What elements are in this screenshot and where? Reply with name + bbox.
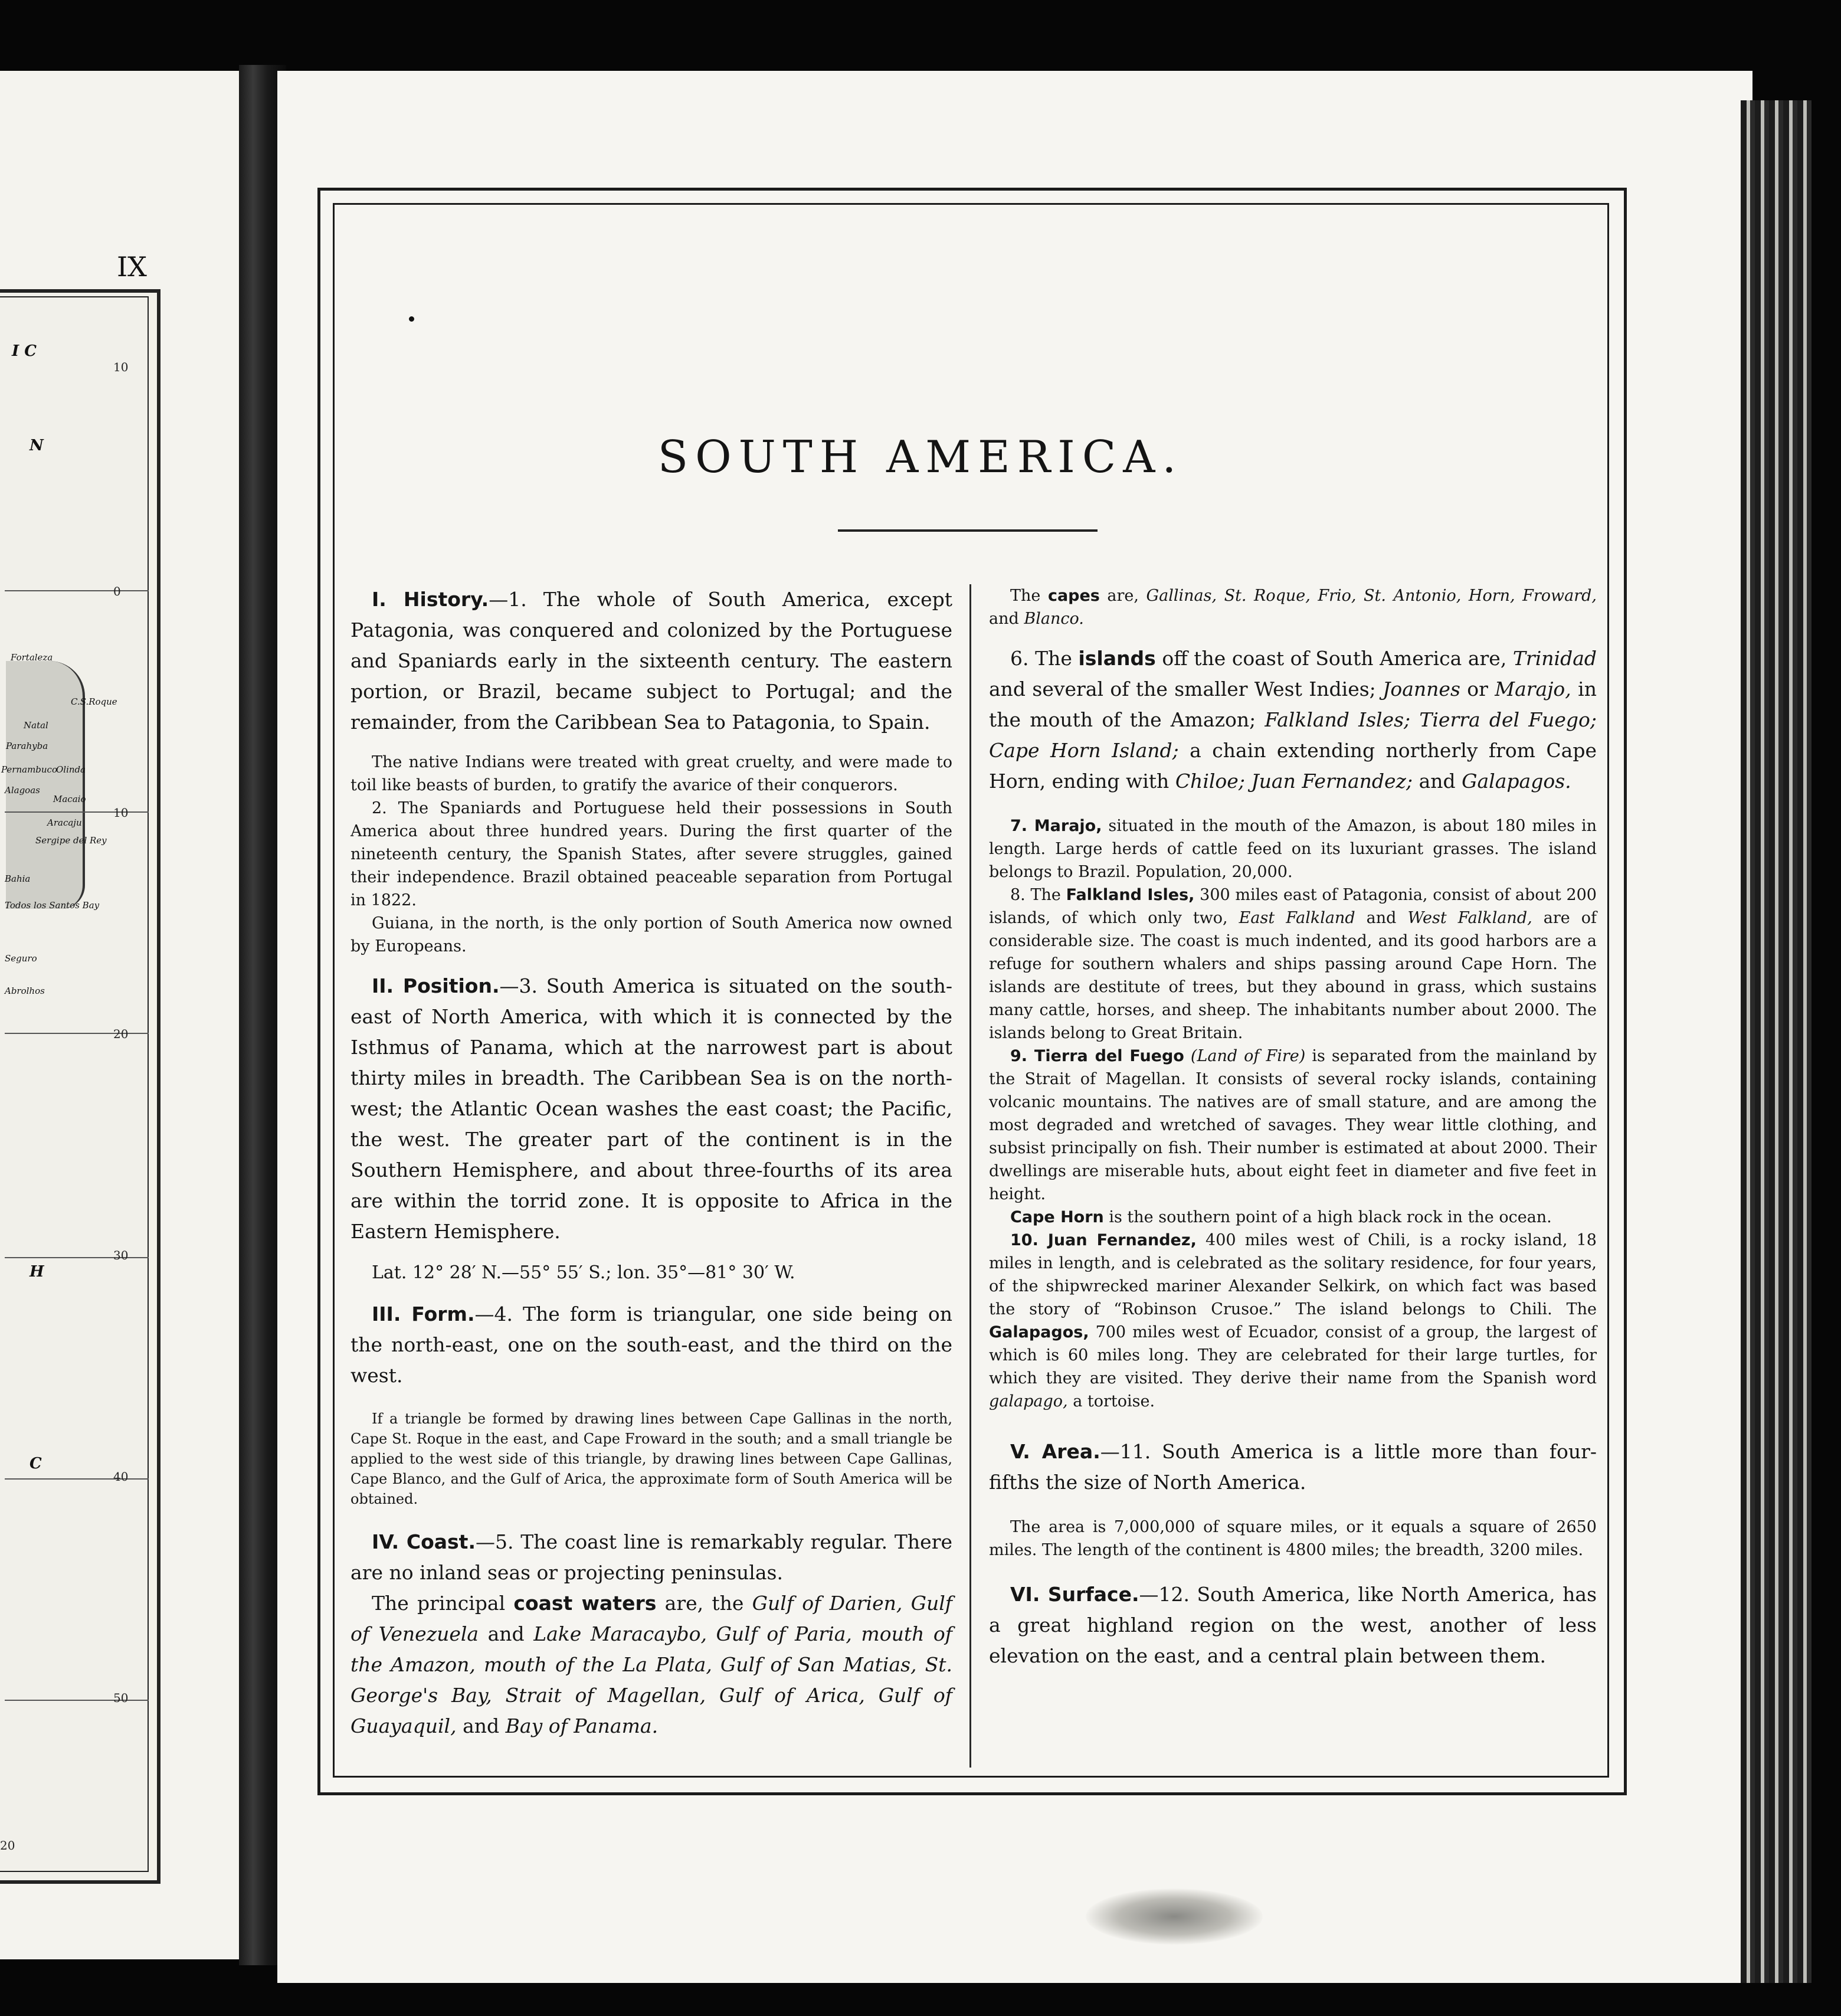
text-run: is separated from the mainland by the Strait of Magellan. It consists of several rocky islands, containing volcanic mountains. The natives are of small stature, and are among the most degraded and wretched of savages. They wear little clothing, and subsist principally on fish. Their number is estimated at about 2000. Their dwellings are miserable huts, about eight feet in diameter and five feet in height.: [989, 1047, 1597, 1203]
map-place-name: Todos los Santos Bay: [5, 900, 100, 911]
section-history: [350, 584, 952, 738]
map-gridline: [5, 590, 149, 591]
italic-run: Joannes: [1383, 678, 1460, 701]
text-run: a tortoise.: [1073, 1392, 1155, 1410]
text-run: is the southern point of a high black rock in the ocean.: [1109, 1208, 1552, 1226]
map-word: I C: [12, 342, 37, 360]
italic-run: (Land of Fire): [1190, 1047, 1306, 1065]
plate-number: IX: [117, 251, 147, 283]
text-run: and: [487, 1622, 525, 1645]
section-surface: [989, 1579, 1597, 1671]
text-run: situated in the mouth of the Amazon, is about 180 miles in length. Large herds of cattle feed on its luxuriant grasses. The island belongs to Brazil. Population, 20,000.: [989, 817, 1597, 881]
latitude-tick: 50: [113, 1691, 129, 1705]
text-run: and: [989, 610, 1019, 628]
right-column: [989, 584, 1597, 1671]
map-place-name: Sergipe del Rey: [35, 835, 107, 846]
text-run: are, the: [664, 1592, 744, 1615]
map-place-name: Pernambuco: [1, 764, 57, 775]
map-place-name: Olinda: [56, 764, 86, 775]
text-run: 300 miles east of Patagonia, consist of about 200 islands, of which only two,: [989, 886, 1597, 927]
text-run: 400 miles west of Chili, is a rocky island, 18 miles in length, and is celebrated as the solitary residence, for four years, of the shipwrecked mariner Alexander Selkirk, on which fact was based the story of “Robinson Crusoe.” The island belongs to Chili. The: [989, 1231, 1597, 1318]
italic-run: West Falkland,: [1407, 909, 1532, 927]
latitude-tick: 20: [0, 1838, 15, 1853]
map-place-name: Macaio: [53, 794, 86, 804]
coordinates-line: Lat. 12° 28′ N.—55° 55′ S.; lon. 35°—81° 30′ W.: [372, 1262, 795, 1283]
text-run: and: [1366, 909, 1397, 927]
text-run: are,: [1107, 587, 1139, 605]
section-area: [989, 1436, 1597, 1498]
text-run: off the coast of South America are,: [1162, 647, 1507, 670]
keyword: Falkland Isles,: [1066, 886, 1195, 904]
text-run: or: [1467, 678, 1488, 701]
latitude-tick: 20: [113, 1027, 129, 1041]
history-note: Guiana, in the north, is the only portion of South America now owned by Europeans.: [350, 914, 952, 955]
page-title: SOUTH AMERICA.: [657, 431, 1184, 483]
keyword: 9. Tierra del Fuego: [1010, 1047, 1184, 1065]
section-heading: V. Area.: [1010, 1440, 1100, 1463]
ink-smudge: [1086, 1889, 1263, 1945]
section-heading: IV. Coast.: [372, 1530, 476, 1553]
section-heading: I. History.: [372, 588, 489, 611]
text-run: are of considerable size. The coast is much indented, and its good harbors are a refuge for southern whalers and ships passing around Cape Horn. The islands are destitute of trees, but they abound in grass, which sustains many cattle, horses, and sheep. The inhabitants number about 2000. The islands belong to Great Britain.: [989, 909, 1597, 1042]
italic-run: Marajo,: [1495, 678, 1571, 701]
paragraph-text: —5. The coast line is remarkably regular. There are no inland seas or projecting peninsulas.: [350, 1530, 953, 1584]
marajo-paragraph: [989, 814, 1597, 883]
fuego-paragraph: [989, 1045, 1597, 1206]
title-rule: [838, 529, 1098, 532]
falkland-paragraph: [989, 883, 1597, 1045]
keyword: islands: [1078, 647, 1156, 670]
keyword: coast waters: [513, 1592, 657, 1615]
italic-run: Trinidad: [1512, 647, 1597, 670]
coast-waters-paragraph: [350, 1588, 952, 1742]
italic-run: Gulf of Darien, Gulf of Venezuela: [350, 1592, 952, 1645]
italic-run: East Falkland: [1239, 909, 1355, 927]
left-column: [350, 584, 952, 1742]
area-note: The area is 7,000,000 of square miles, or it equals a square of 2650 miles. The length of the continent is 4800 miles; the breadth, 3200 miles.: [989, 1518, 1597, 1559]
map-place-name: Aracaju: [47, 817, 82, 828]
paragraph-text: —11. South America is a little more than four-fifths the size of North America.: [989, 1440, 1597, 1494]
section-coast: [350, 1527, 952, 1588]
section-heading: III. Form.: [372, 1302, 475, 1326]
italic-run: Blanco.: [1024, 610, 1084, 628]
italic-run: Bay of Panama.: [505, 1714, 659, 1737]
italic-run: Falkland Isles; Tierra del Fuego; Cape Horn Island;: [989, 708, 1597, 762]
islands-paragraph: [989, 643, 1597, 797]
left-map-page: [0, 71, 255, 1959]
cape-horn-paragraph: [989, 1206, 1597, 1229]
ink-speck: [409, 316, 414, 322]
section-heading: II. Position.: [372, 974, 500, 997]
latitude-tick: 0: [113, 584, 121, 598]
italic-run: Gallinas, St. Roque, Frio, St. Antonio, Horn, Froward,: [1146, 587, 1597, 605]
paragraph-text: —12. South America, like North America, has a great highland region on the west, another of less elevation on the east, and a central plain between them.: [989, 1583, 1597, 1667]
section-form: [350, 1299, 952, 1391]
history-note: The native Indians were treated with great cruelty, and were made to toil like beasts of burden, to gratify the avarice of their conquerors.: [350, 753, 952, 794]
map-inner-frame: [0, 296, 149, 1872]
paragraph-text: —1. The whole of South America, except Patagonia, was conquered and colonized by the Portuguese and Spaniards early in the sixteenth century. The eastern portion, or Brazil, became subject to Portugal; and the remainder, from the Caribbean Sea to Patagonia, to Spain.: [350, 588, 952, 734]
text-run: 700 miles west of Ecuador, consist of a group, the largest of which is 60 miles long. They are celebrated for their large turtles, for which they are visited. They derive their name from the Spanish word: [989, 1323, 1597, 1387]
map-place-name: Parahyba: [6, 741, 48, 751]
column-divider: [969, 584, 971, 1768]
map-place-name: Abrolhos: [5, 986, 45, 996]
latitude-tick: 10: [113, 806, 129, 820]
map-place-name: Seguro: [5, 953, 37, 964]
text-run: in the mouth of the Amazon;: [989, 678, 1597, 731]
text-run: 8. The: [1010, 886, 1061, 904]
map-word: N: [30, 437, 44, 454]
section-heading: VI. Surface.: [1010, 1583, 1139, 1606]
text-run: 6. The: [1010, 647, 1072, 670]
text-run: The principal: [372, 1592, 506, 1615]
keyword: Cape Horn: [1010, 1208, 1104, 1226]
map-place-name: C.S.Roque: [71, 696, 117, 707]
latitude-tick: 40: [113, 1470, 129, 1484]
map-word: C: [30, 1455, 42, 1472]
italic-run: Galapagos.: [1462, 770, 1571, 793]
italic-run: Chiloe; Juan Fernandez;: [1175, 770, 1413, 793]
keyword: 7. Marajo,: [1010, 817, 1102, 835]
history-note: 2. The Spaniards and Portuguese held their possessions in South America about three hundred years. During the first quarter of the nineteenth century, the Spanish States, after severe struggles, gained their independence. Brazil obtained peaceable separation from Portugal in 1822.: [350, 799, 952, 909]
paragraph-text: —3. South America is situated on the south-east of North America, with which it is connected by the Isthmus of Panama, which at the narrowest part is about thirty miles in breadth. The Caribbean Sea is on the north-west; the Atlantic Ocean washes the east coast; the Pacific, the west. The greater part of the continent is in the Southern Hemisphere, and about three-fourths of its area are within the torrid zone. It is opposite to Africa in the Eastern Hemisphere.: [350, 974, 952, 1243]
map-place-name: Bahia: [5, 873, 31, 884]
page-edges: [1741, 100, 1811, 1983]
text-run: and: [1419, 770, 1456, 793]
map-place-name: Natal: [24, 720, 48, 731]
text-run: The: [1010, 587, 1041, 605]
capes-paragraph: [989, 584, 1597, 630]
latitude-tick: 30: [113, 1248, 129, 1262]
text-run: a chain extending northerly from Cape Horn, ending with: [989, 739, 1597, 793]
latitude-tick: 10: [113, 360, 129, 374]
italic-run: Lake Maracaybo, Gulf of Paria, mouth of the Amazon, mouth of the La Plata, Gulf of San Matias, St. George's Bay, Strait of Magellan, Gulf of Arica, Gulf of Guayaquil,: [350, 1622, 952, 1737]
juan-fernandez-paragraph: [989, 1229, 1597, 1413]
section-position: [350, 971, 952, 1247]
keyword: capes: [1047, 587, 1100, 605]
keyword: Galapagos,: [989, 1323, 1089, 1341]
text-run: and several of the smaller West Indies;: [989, 678, 1376, 701]
map-word: H: [30, 1263, 44, 1281]
paragraph-text: —4. The form is triangular, one side being on the north-east, one on the south-east, and the third on the west.: [350, 1302, 952, 1387]
form-note: If a triangle be formed by drawing lines between Cape Gallinas in the north, Cape St. Roque in the east, and Cape Froward in the south; and a small triangle be applied to the west side of this triangle, by drawing lines between Cape Gallinas, Cape Blanco, and the Gulf of Arica, the approximate form of South America will be obtained.: [350, 1410, 952, 1507]
italic-run: galapago,: [989, 1392, 1068, 1410]
map-place-name: Alagoas: [5, 785, 40, 796]
map-place-name: Fortaleza: [11, 652, 53, 663]
keyword: 10. Juan Fernandez,: [1010, 1231, 1197, 1249]
text-run: and: [463, 1714, 500, 1737]
